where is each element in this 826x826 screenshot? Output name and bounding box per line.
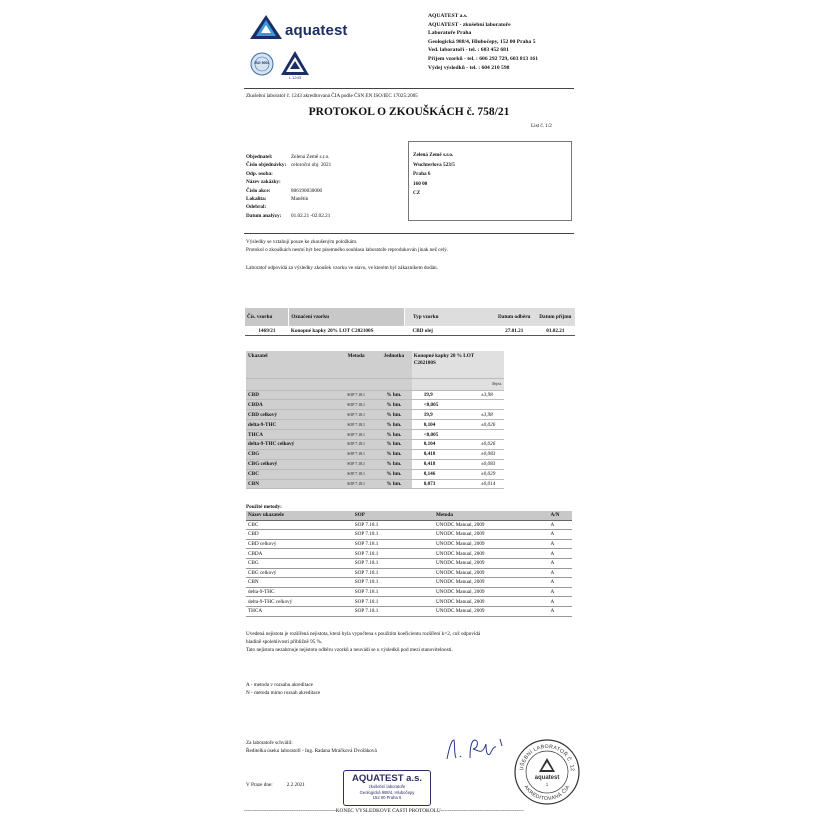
note-line: Protokol o zkouškách nesmí být bez písemného souhlasu laboratoře reprodukován jinak než celý.	[246, 247, 449, 254]
methods-row: delta-9-THC celkový SOP 7.18.1 UNODC Manual, 2009 A	[246, 597, 572, 607]
methods-row: CBD SOP 7.18.1 UNODC Manual, 2009 A	[246, 530, 572, 540]
methods-col-header: SOP	[353, 511, 432, 520]
methods-col-header: Název ukazatele	[246, 511, 353, 520]
sample-col-header: Typ vzorku	[405, 308, 493, 326]
methods-row: CBC SOP 7.18.1 UNODC Manual, 2009 A	[246, 520, 572, 530]
order-row: Odebral:	[246, 204, 267, 211]
results-row: CBG SOP 7.18.1 % hm. 0,418 ±0,083	[246, 449, 504, 459]
results-row: CBD SOP 7.18.1 % hm. 19,9 ±3,98	[246, 390, 504, 400]
results-col-header: Ukazatel	[246, 351, 336, 378]
accreditation-badge: L 1243	[280, 50, 310, 82]
sheet-number: List č. 1/2	[531, 123, 552, 129]
round-accreditation-seal	[513, 738, 581, 806]
accreditation-legend: A - metoda v rozsahu akreditace N - metoda mimo rozsah akreditace	[246, 682, 321, 697]
order-row: Číslo akce: 806190030000	[246, 187, 323, 194]
results-col-header: Konopné kapky 20 % LOT C202100S	[412, 351, 479, 378]
results-col-header: Metoda	[336, 351, 376, 378]
uncertainty-label: Nejist.	[491, 382, 502, 386]
methods-row: CBG celkový SOP 7.18.1 UNODC Manual, 2009 A	[246, 568, 572, 578]
order-info	[246, 153, 331, 220]
order-row: Číslo objednávky: celoroční obj. 2021	[246, 162, 332, 169]
sample-col-header: Čís. vzorku	[245, 308, 289, 326]
seal-center-text: aquatest	[534, 775, 560, 781]
methods-col-header: A/N	[549, 511, 572, 520]
customer-address-box: Zelená Země s.r.o. Wuchterlova 523/5 Praha 6 160 00 CZ	[408, 141, 572, 221]
results-row: CBDA SOP 7.18.1 % hm. <0,005	[246, 400, 504, 410]
signature	[442, 734, 512, 764]
note-line: Výsledky se vztahují pouze ke zkoušeným položkám.	[246, 239, 358, 245]
results-row: THCA SOP 7.18.1 % hm. <0,005	[246, 430, 504, 440]
header-divider	[244, 88, 574, 89]
lab-line: Ved. laboratoří - tel. : 603 452 681	[428, 47, 509, 54]
lab-line: AQUATEST a.s.	[428, 13, 468, 19]
logo-text: aquatest	[285, 22, 348, 39]
order-row: Datum analýzy: 01.02.21 -02.02.21	[246, 212, 331, 219]
accreditation-note: Zkušební laboratoř č. 1243 akreditovaná ČIA podle ČSN EN ISO/IEC 17025:2005	[246, 93, 418, 99]
logo-triangle-icon	[248, 13, 284, 41]
lab-line: AQUATEST - zkušební laboratoře	[428, 21, 511, 28]
seal-bottom-text: AKREDITOVANÁ ČIA	[522, 784, 572, 803]
lab-address-block	[428, 12, 538, 72]
order-row: Název zakázky:	[246, 179, 281, 186]
uncertainty-notes: Uvedená nejistota je rozšířená nejistota, která byla vypočtena s použitím koeficientu rozšíření k=2, což odpovídá hladině spolehlivosti přibližně 95 %. Tato nejistota nezahrnuje nejistotu odběru vzorků a neuvádí se u výsledků pod mezí stanovitelnosti.	[246, 631, 481, 654]
results-row: CBC SOP 7.18.1 % hm. 0,146 ±0,029	[246, 469, 504, 479]
lab-line: Geologická 988/4, Hlubočepy, 152 00 Praha 5	[428, 38, 536, 45]
order-row: Lokalita: Manětín	[246, 195, 309, 202]
results-col-header: Jednotka	[376, 351, 412, 378]
methods-row: CBG SOP 7.18.1 UNODC Manual, 2009 A	[246, 558, 572, 568]
iso-badge: ISO 9001	[250, 52, 274, 76]
aquatest-logo	[248, 13, 383, 43]
approval-block: Za laboratoře schválil: Ředitelka úseku laboratoří - Ing. Radana Mráčková Dvořáková	[246, 740, 377, 755]
methods-row: THCA SOP 7.18.1 UNODC Manual, 2009 A	[246, 606, 572, 616]
methods-row: CBN SOP 7.18.1 UNODC Manual, 2009 A	[246, 578, 572, 588]
lab-line: Příjem vzorků - tel. : 606 292 729, 603 813 161	[428, 55, 538, 62]
company-stamp: AQUATEST a.s. zkušební laboratoře Geologická 988/4, Hlubočepy 152 00 Praha 5	[343, 770, 431, 806]
order-divider	[244, 233, 574, 234]
results-row: delta-9-THC celkový SOP 7.18.1 % hm. 0,104 ±0,026	[246, 439, 504, 449]
accreditation-triangle-icon	[280, 50, 310, 76]
results-row: CBD celkový SOP 7.18.1 % hm. 19,9 ±3,98	[246, 410, 504, 420]
order-row: Odp. osoba:	[246, 170, 273, 177]
footer-end-line: ----------------------------------------------------KONEC VÝSLEDKOVÉ ČÁSTI PROTOKOLU-----------------------------------------------	[244, 808, 524, 814]
methods-table	[246, 511, 572, 617]
sample-col-header: Datum odběru	[493, 308, 536, 326]
approval-date: V Praze dne: 2.2.2021	[246, 782, 305, 788]
methods-col-header: Metoda	[432, 511, 549, 520]
notes-block	[246, 238, 448, 273]
methods-row: CBDA SOP 7.18.1 UNODC Manual, 2009 A	[246, 549, 572, 559]
sample-col-header: Datum příjmu	[536, 308, 575, 326]
lab-line: Výdej výsledků - tel. : 604 210 598	[428, 64, 510, 71]
sample-col-header: Označení vzorku	[289, 308, 405, 326]
order-row: Objednatel: Zelená Země s.r.o.	[246, 154, 330, 160]
protocol-title: PROTOKOL O ZKOUŠKÁCH č. 758/21	[308, 106, 510, 118]
methods-heading: Použité metody:	[246, 504, 282, 510]
results-row: CBN SOP 7.18.1 % hm. 0,073 ±0,014	[246, 479, 504, 489]
sample-table	[245, 308, 575, 336]
methods-row: CBD celkový SOP 7.18.1 UNODC Manual, 2009 A	[246, 539, 572, 549]
results-table	[246, 351, 504, 489]
results-row: delta-9-THC SOP 7.18.1 % hm. 0,104 ±0,026	[246, 420, 504, 430]
note-line: Laboratoř odpovídá za výsledky zkoušek vzorku ve stavu, ve kterém byl zákazníkem dodán.	[246, 265, 438, 272]
seal-top-text: UŠEBNÍ LABORATOŘ Č. 12	[518, 743, 576, 772]
methods-row: delta-9-THC SOP 7.18.1 UNODC Manual, 2009 A	[246, 587, 572, 597]
sample-row: 1469/21 Konopné kapky 20% LOT C202100S CBD olej 27.01.21 01.02.21	[245, 326, 575, 336]
lab-line: Laboratoře Praha	[428, 30, 472, 37]
seal-number-text: 1	[545, 782, 549, 787]
results-row: CBG celkový SOP 7.18.1 % hm. 0,418 ±0,083	[246, 459, 504, 469]
